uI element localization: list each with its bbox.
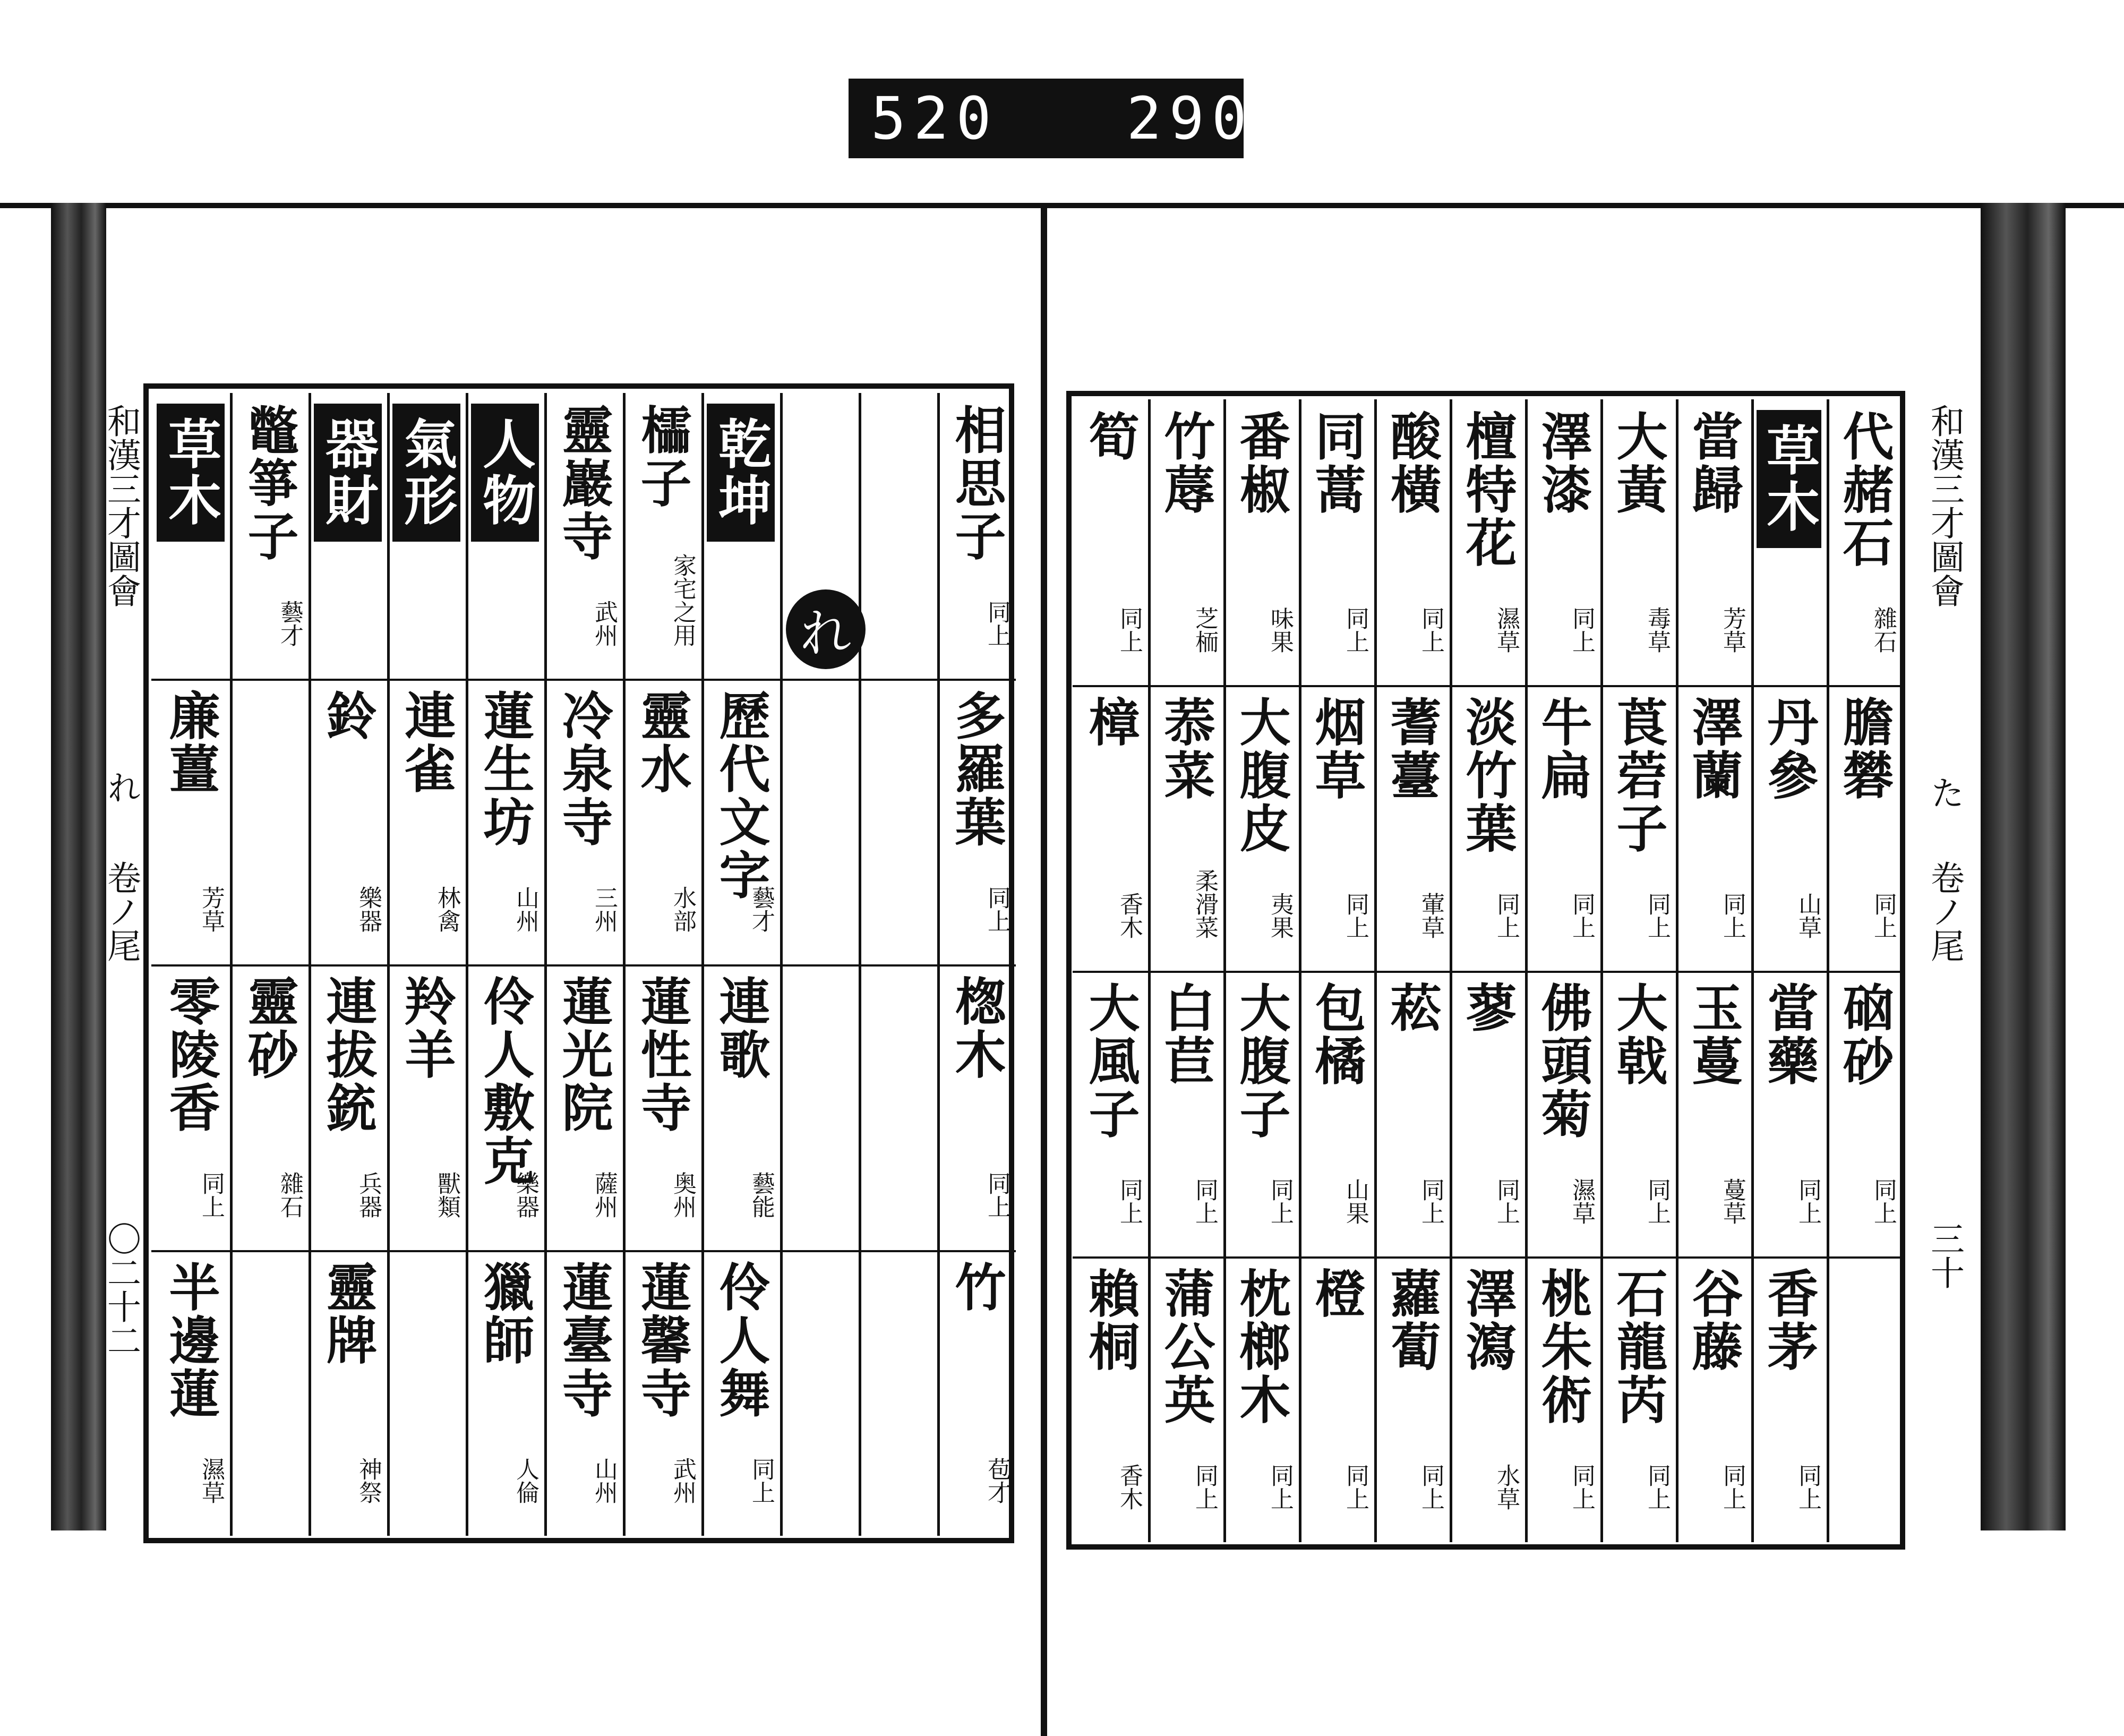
right-entry-term: 澤蘭 bbox=[1684, 696, 1744, 802]
right-entry-term: 筍 bbox=[1081, 410, 1141, 463]
right-runner-section: た bbox=[1925, 775, 1964, 809]
left-column-divider bbox=[387, 393, 390, 1536]
left-entry-category-note: 水部 bbox=[669, 886, 696, 933]
left-entry-category-note: 人倫 bbox=[512, 1457, 539, 1504]
left-entry-category-note: 家宅之用 bbox=[669, 553, 696, 647]
right-entry-category-note: 同上 bbox=[1342, 892, 1369, 939]
right-entry-cell bbox=[1377, 410, 1446, 674]
right-entry-category-note: 同上 bbox=[1870, 1178, 1897, 1225]
right-entry-term: 包橘 bbox=[1307, 981, 1367, 1088]
left-entry-cell bbox=[233, 975, 305, 1239]
left-entry-category-note: 獸類 bbox=[433, 1171, 460, 1218]
right-runner-title: 和漢三才圖會 bbox=[1925, 404, 1964, 608]
left-entry-category-note: 同上 bbox=[983, 886, 1010, 933]
right-entry-term: 淡竹葉 bbox=[1458, 696, 1518, 855]
left-entry-cell bbox=[940, 404, 1013, 668]
right-entry-category-note: 雜石 bbox=[1870, 606, 1897, 653]
right-entry-term: 大腹皮 bbox=[1231, 696, 1291, 855]
left-entry-term: 櫺子 bbox=[632, 404, 692, 510]
right-column-divider bbox=[1374, 399, 1377, 1542]
left-entry-category-note: 山州 bbox=[512, 886, 539, 933]
left-entry-cell bbox=[390, 975, 463, 1239]
left-entry-category-note: 神祭 bbox=[355, 1457, 382, 1504]
left-column-divider bbox=[466, 393, 468, 1536]
right-entry-cell bbox=[1528, 981, 1597, 1246]
right-entry-category-note: 香木 bbox=[1116, 1464, 1143, 1510]
left-entry-term: 靈巖寺 bbox=[554, 404, 614, 563]
right-entry-cell bbox=[1453, 696, 1522, 960]
right-runner-volume: 卷ノ尾 bbox=[1925, 860, 1964, 962]
left-entry-term: 伶人敷克 bbox=[475, 975, 535, 1187]
right-entry-term: 石龍芮 bbox=[1608, 1267, 1668, 1426]
right-entry-cell bbox=[1679, 981, 1748, 1246]
left-entry-category-note: 藝才 bbox=[748, 886, 775, 933]
right-entry-category-note: 味果 bbox=[1266, 606, 1294, 653]
right-entry-category-note: 同上 bbox=[1493, 1178, 1520, 1225]
left-entry-term: 連拔銃 bbox=[318, 975, 378, 1134]
left-entry-category-note: 山州 bbox=[590, 1457, 618, 1504]
left-entry-term: 廉薑 bbox=[161, 689, 221, 796]
left-entry-cell bbox=[547, 975, 620, 1239]
right-entry-term: 澤漆 bbox=[1533, 410, 1593, 516]
right-entry-cell bbox=[1151, 1267, 1220, 1532]
right-entry-category-note: 同上 bbox=[1191, 1178, 1218, 1225]
right-entry-cell bbox=[1604, 981, 1673, 1246]
left-entry-term: 伶人舞 bbox=[711, 1261, 771, 1420]
left-category-heading: 乾坤 bbox=[707, 404, 775, 542]
left-entry-category-note: 同上 bbox=[983, 1171, 1010, 1218]
right-entry-cell bbox=[1302, 696, 1371, 960]
right-entry-cell bbox=[1453, 410, 1522, 674]
right-entry-term: 代赭石 bbox=[1835, 410, 1895, 569]
right-entry-cell bbox=[1754, 410, 1823, 674]
right-column-divider bbox=[1299, 399, 1301, 1542]
left-entry-cell bbox=[469, 1261, 541, 1525]
left-entry-cell bbox=[469, 404, 541, 668]
right-entry-term: 蒲公英 bbox=[1156, 1267, 1216, 1426]
left-runner-title: 和漢三才圖會 bbox=[101, 404, 141, 608]
left-column-divider bbox=[780, 393, 783, 1536]
left-entry-term: 蓮生坊 bbox=[475, 689, 535, 849]
right-entry-cell bbox=[1076, 1267, 1145, 1532]
right-entry-cell bbox=[1528, 1267, 1597, 1532]
right-entry-category-note: 同上 bbox=[1794, 1464, 1821, 1510]
right-entry-cell bbox=[1754, 696, 1823, 960]
right-entry-category-note: 同上 bbox=[1342, 606, 1369, 653]
left-column-divider bbox=[623, 393, 626, 1536]
left-entry-term: 楤木 bbox=[947, 975, 1007, 1081]
left-entry-cell bbox=[705, 975, 777, 1239]
right-column-divider bbox=[1827, 399, 1829, 1542]
right-entry-category-note: 同上 bbox=[1417, 1178, 1444, 1225]
right-entry-cell bbox=[1830, 410, 1899, 674]
right-entry-category-note: 同上 bbox=[1568, 892, 1595, 939]
right-entry-term: 硇砂 bbox=[1835, 981, 1895, 1088]
right-entry-category-note: 同上 bbox=[1870, 892, 1897, 939]
right-entry-cell bbox=[1302, 410, 1371, 674]
left-column-divider bbox=[701, 393, 704, 1536]
right-entry-term: 膽礬 bbox=[1835, 696, 1895, 802]
left-entry-category-note: 三州 bbox=[590, 886, 618, 933]
right-entry-cell bbox=[1227, 981, 1296, 1246]
left-category-heading: 器財 bbox=[314, 404, 382, 542]
right-entry-term: 丹參 bbox=[1759, 696, 1819, 802]
right-entry-category-note: 同上 bbox=[1116, 1178, 1143, 1225]
right-entry-category-note: 山草 bbox=[1794, 892, 1821, 939]
left-entry-term: 連歌 bbox=[711, 975, 771, 1081]
right-entry-category-note: 同上 bbox=[1643, 1464, 1671, 1510]
left-entry-cell bbox=[783, 1261, 855, 1525]
right-entry-term: 賴桐 bbox=[1081, 1267, 1141, 1373]
right-entry-term: 桃朱術 bbox=[1533, 1267, 1593, 1426]
right-entry-cell bbox=[1830, 981, 1899, 1246]
right-row-divider bbox=[1073, 685, 1902, 687]
left-entry-cell bbox=[390, 689, 463, 954]
right-entry-term: 菾菜 bbox=[1156, 696, 1216, 802]
right-entry-cell bbox=[1302, 981, 1371, 1246]
left-entry-cell bbox=[626, 975, 698, 1239]
right-entry-cell bbox=[1528, 410, 1597, 674]
right-entry-term: 蓼 bbox=[1458, 981, 1518, 1034]
right-entry-term: 當歸 bbox=[1684, 410, 1744, 516]
right-entry-category-note: 濕草 bbox=[1493, 606, 1520, 653]
right-entry-term: 番椒 bbox=[1231, 410, 1291, 516]
left-entry-cell bbox=[862, 404, 934, 668]
left-entry-cell bbox=[626, 689, 698, 954]
left-entry-cell bbox=[469, 975, 541, 1239]
left-entry-category-note: 武州 bbox=[669, 1457, 696, 1504]
right-entry-term: 同蒿 bbox=[1307, 410, 1367, 516]
right-runner-page: 三十 bbox=[1925, 1221, 1964, 1289]
right-entry-cell bbox=[1754, 981, 1823, 1246]
left-column-divider bbox=[859, 393, 861, 1536]
right-entry-category-note: 同上 bbox=[1794, 1178, 1821, 1225]
left-entry-category-note: 同上 bbox=[198, 1171, 225, 1218]
left-column-divider bbox=[937, 393, 940, 1536]
right-entry-category-note: 濕草 bbox=[1568, 1178, 1595, 1225]
right-entry-category-note: 同上 bbox=[1191, 1464, 1218, 1510]
right-entry-cell bbox=[1453, 1267, 1522, 1532]
left-entry-cell bbox=[862, 1261, 934, 1525]
left-entry-cell bbox=[233, 1261, 305, 1525]
left-category-heading: 草木 bbox=[157, 404, 225, 542]
left-entry-cell bbox=[233, 689, 305, 954]
right-entry-category-note: 香木 bbox=[1116, 892, 1143, 939]
left-entry-cell bbox=[312, 689, 384, 954]
right-entry-term: 枕榔木 bbox=[1231, 1267, 1291, 1426]
left-category-heading: 氣形 bbox=[392, 404, 460, 542]
left-entry-cell bbox=[312, 404, 384, 668]
right-entry-cell bbox=[1604, 696, 1673, 960]
left-entry-cell bbox=[312, 975, 384, 1239]
right-entry-term: 大黃 bbox=[1608, 410, 1668, 516]
left-entry-term: 歷代文字 bbox=[711, 689, 771, 902]
left-entry-cell bbox=[940, 689, 1013, 954]
left-entry-term: 冷泉寺 bbox=[554, 689, 614, 849]
left-entry-cell bbox=[155, 1261, 227, 1525]
left-entry-category-note: 苞才 bbox=[983, 1457, 1010, 1504]
right-entry-term: 當藥 bbox=[1759, 981, 1819, 1088]
right-entry-term: 白苣 bbox=[1156, 981, 1216, 1088]
right-column-divider bbox=[1751, 399, 1754, 1542]
right-entry-cell bbox=[1528, 696, 1597, 960]
right-entry-category-note: 同上 bbox=[1417, 1464, 1444, 1510]
right-entry-cell bbox=[1754, 1267, 1823, 1532]
right-entry-category-note: 同上 bbox=[1116, 606, 1143, 653]
left-entry-cell bbox=[783, 404, 855, 668]
right-category-heading: 草木 bbox=[1757, 410, 1821, 548]
left-entry-cell bbox=[783, 689, 855, 954]
left-entry-cell bbox=[312, 1261, 384, 1525]
left-entry-category-note: 藝才 bbox=[276, 600, 303, 647]
right-column-divider bbox=[1450, 399, 1452, 1542]
left-entry-category-note: 樂器 bbox=[512, 1171, 539, 1218]
right-entry-category-note: 同上 bbox=[1266, 1464, 1294, 1510]
left-entry-cell bbox=[940, 1261, 1013, 1525]
right-entry-cell bbox=[1151, 410, 1220, 674]
left-entry-cell bbox=[862, 975, 934, 1239]
right-entry-category-note: 同上 bbox=[1493, 892, 1520, 939]
right-entry-category-note: 葷草 bbox=[1417, 892, 1444, 939]
right-entry-category-note: 同上 bbox=[1568, 606, 1595, 653]
left-entry-cell bbox=[469, 689, 541, 954]
left-entry-cell bbox=[390, 404, 463, 668]
left-entry-category-note: 奥州 bbox=[669, 1171, 696, 1218]
left-entry-term: 鈴 bbox=[318, 689, 378, 742]
right-entry-cell bbox=[1302, 1267, 1371, 1532]
left-entry-cell bbox=[705, 404, 777, 668]
right-entry-cell bbox=[1453, 981, 1522, 1246]
right-entry-cell bbox=[1604, 1267, 1673, 1532]
right-entry-cell bbox=[1227, 410, 1296, 674]
right-entry-category-note: 夷果 bbox=[1266, 892, 1294, 939]
right-entry-term: 大風子 bbox=[1081, 981, 1141, 1141]
right-entry-term: 檀特花 bbox=[1458, 410, 1518, 569]
left-entry-category-note: 雜石 bbox=[276, 1171, 303, 1218]
left-entry-term: 獵師 bbox=[475, 1261, 535, 1367]
right-entry-cell bbox=[1679, 696, 1748, 960]
left-entry-cell bbox=[705, 1261, 777, 1525]
left-entry-cell bbox=[783, 975, 855, 1239]
left-entry-cell bbox=[155, 689, 227, 954]
left-entry-term: 蓮性寺 bbox=[632, 975, 692, 1134]
right-entry-term: 佛頭菊 bbox=[1533, 981, 1593, 1141]
right-entry-category-note: 同上 bbox=[1568, 1464, 1595, 1510]
left-entry-term: 靈水 bbox=[632, 689, 692, 796]
left-entry-term: 零陵香 bbox=[161, 975, 221, 1134]
right-entry-cell bbox=[1227, 1267, 1296, 1532]
right-entry-term: 牛扁 bbox=[1533, 696, 1593, 802]
right-entry-category-note: 柔滑菜 bbox=[1191, 869, 1218, 939]
right-row-divider bbox=[1073, 971, 1902, 973]
right-entry-term: 莨菪子 bbox=[1608, 696, 1668, 855]
left-column-divider bbox=[230, 393, 233, 1536]
right-entry-cell bbox=[1377, 696, 1446, 960]
right-entry-cell bbox=[1377, 1267, 1446, 1532]
right-column-divider bbox=[1600, 399, 1603, 1542]
left-entry-category-note: 林禽 bbox=[433, 886, 460, 933]
left-entry-category-note: 武州 bbox=[590, 600, 618, 647]
right-column-divider bbox=[1525, 399, 1528, 1542]
section-badge: れ bbox=[786, 589, 866, 669]
right-entry-category-note: 同上 bbox=[1643, 892, 1671, 939]
right-entry-category-note: 同上 bbox=[1719, 1464, 1746, 1510]
right-entry-cell bbox=[1151, 696, 1220, 960]
left-entry-category-note: 藝能 bbox=[748, 1171, 775, 1218]
right-entry-term: 澤瀉 bbox=[1458, 1267, 1518, 1373]
right-entry-cell bbox=[1377, 981, 1446, 1246]
right-entry-cell bbox=[1076, 410, 1145, 674]
right-entry-cell bbox=[1679, 410, 1748, 674]
left-entry-category-note: 兵器 bbox=[355, 1171, 382, 1218]
right-entry-term: 玉蔓 bbox=[1684, 981, 1744, 1088]
right-entry-term: 蘿蔔 bbox=[1382, 1267, 1442, 1373]
right-entry-cell bbox=[1604, 410, 1673, 674]
left-entry-category-note: 濕草 bbox=[198, 1457, 225, 1504]
left-entry-cell bbox=[626, 404, 698, 668]
left-category-heading: 人物 bbox=[471, 404, 539, 542]
left-entry-term: 鼈箏子 bbox=[239, 404, 299, 563]
left-entry-cell bbox=[547, 404, 620, 668]
left-column-divider bbox=[309, 393, 311, 1536]
right-column-divider bbox=[1676, 399, 1678, 1542]
left-entry-cell bbox=[705, 689, 777, 954]
right-binding bbox=[1981, 203, 2066, 1530]
left-entry-term: 蓮馨寺 bbox=[632, 1261, 692, 1420]
right-entry-category-note: 蔓草 bbox=[1719, 1178, 1746, 1225]
right-entry-term: 樟 bbox=[1081, 696, 1141, 749]
right-entry-term: 酸橫 bbox=[1382, 410, 1442, 516]
left-row-divider bbox=[151, 679, 1016, 681]
right-column-divider bbox=[1148, 399, 1151, 1542]
left-entry-term: 靈牌 bbox=[318, 1261, 378, 1367]
left-runner-section: れ bbox=[101, 770, 141, 804]
left-entry-cell bbox=[390, 1261, 463, 1525]
right-entry-category-note: 芝栭 bbox=[1191, 606, 1218, 653]
right-entry-cell bbox=[1830, 696, 1899, 960]
right-entry-category-note: 同上 bbox=[1266, 1178, 1294, 1225]
right-entry-cell bbox=[1076, 696, 1145, 960]
left-entry-category-note: 薩州 bbox=[590, 1171, 618, 1218]
left-entry-cell bbox=[547, 689, 620, 954]
right-entry-term: 大腹子 bbox=[1231, 981, 1291, 1141]
left-entry-category-note: 同上 bbox=[983, 600, 1010, 647]
right-entry-cell bbox=[1227, 696, 1296, 960]
left-runner-page: 〇二十二 bbox=[101, 1221, 141, 1357]
left-entry-cell bbox=[862, 689, 934, 954]
right-entry-term: 菘 bbox=[1382, 981, 1442, 1034]
left-row-divider bbox=[151, 1250, 1016, 1252]
left-entry-term: 蓮光院 bbox=[554, 975, 614, 1134]
right-row-divider bbox=[1073, 1256, 1902, 1259]
right-entry-term: 竹蓐 bbox=[1156, 410, 1216, 516]
left-entry-category-note: 樂器 bbox=[355, 886, 382, 933]
right-entry-category-note: 同上 bbox=[1417, 606, 1444, 653]
right-column-divider bbox=[1223, 399, 1226, 1542]
left-entry-term: 半邊蓮 bbox=[161, 1261, 221, 1420]
left-entry-term: 連雀 bbox=[397, 689, 457, 796]
right-entry-term: 橙 bbox=[1307, 1267, 1367, 1320]
left-entry-cell bbox=[940, 975, 1013, 1239]
archive-tag-text: 520 290. bbox=[871, 84, 1297, 152]
left-entry-category-note: 同上 bbox=[748, 1457, 775, 1504]
right-entry-cell bbox=[1830, 1267, 1899, 1532]
right-entry-category-note: 毒草 bbox=[1643, 606, 1671, 653]
left-entry-cell bbox=[233, 404, 305, 668]
left-entry-cell bbox=[155, 404, 227, 668]
top-rule bbox=[0, 203, 2124, 208]
right-entry-cell bbox=[1076, 981, 1145, 1246]
right-entry-category-note: 同上 bbox=[1342, 1464, 1369, 1510]
left-entry-term: 竹 bbox=[947, 1261, 1007, 1314]
left-entry-cell bbox=[547, 1261, 620, 1525]
right-entry-term: 香茅 bbox=[1759, 1267, 1819, 1373]
left-entry-cell bbox=[155, 975, 227, 1239]
right-entry-term: 蓍薹 bbox=[1382, 696, 1442, 802]
left-entry-term: 相思子 bbox=[947, 404, 1007, 563]
right-entry-category-note: 芳草 bbox=[1719, 606, 1746, 653]
left-binding bbox=[51, 203, 106, 1530]
left-entry-term: 羚羊 bbox=[397, 975, 457, 1081]
right-entry-category-note: 水草 bbox=[1493, 1464, 1520, 1510]
right-entry-term: 烟草 bbox=[1307, 696, 1367, 802]
right-entry-term: 谷藤 bbox=[1684, 1267, 1744, 1373]
right-entry-category-note: 同上 bbox=[1719, 892, 1746, 939]
gutter-line bbox=[1041, 203, 1047, 1736]
right-entry-term: 大戟 bbox=[1608, 981, 1668, 1088]
left-entry-term: 蓮臺寺 bbox=[554, 1261, 614, 1420]
left-entry-term: 靈砂 bbox=[239, 975, 299, 1081]
left-entry-category-note: 芳草 bbox=[198, 886, 225, 933]
left-entry-cell bbox=[626, 1261, 698, 1525]
right-entry-category-note: 山果 bbox=[1342, 1178, 1369, 1225]
right-entry-category-note: 同上 bbox=[1643, 1178, 1671, 1225]
right-entry-cell bbox=[1679, 1267, 1748, 1532]
left-row-divider bbox=[151, 964, 1016, 967]
right-entry-cell bbox=[1151, 981, 1220, 1246]
left-runner-volume: 卷ノ尾 bbox=[101, 860, 141, 962]
left-column-divider bbox=[544, 393, 547, 1536]
left-entry-term: 多羅葉 bbox=[947, 689, 1007, 849]
